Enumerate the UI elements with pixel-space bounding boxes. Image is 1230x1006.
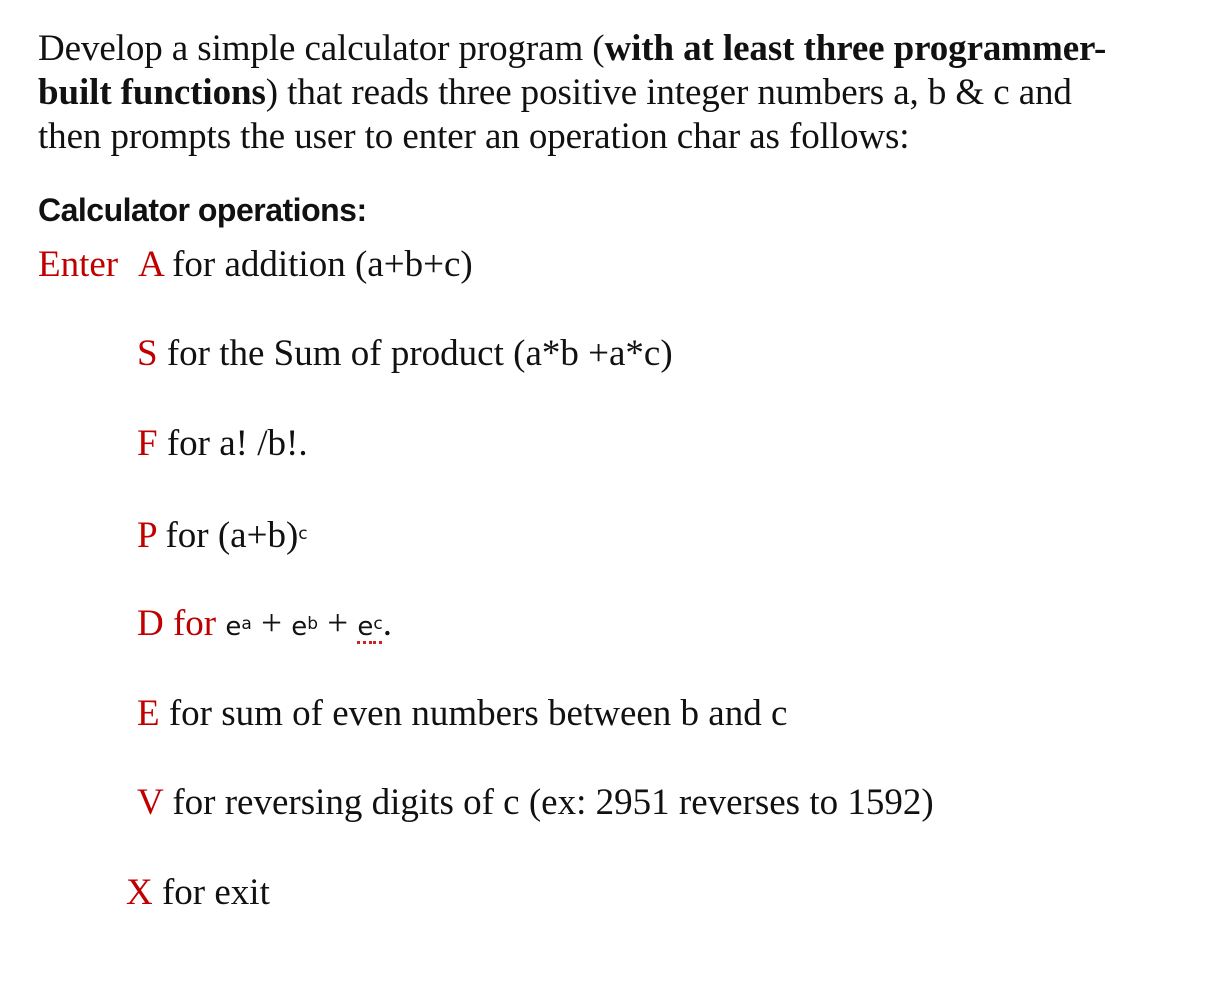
enter-label: Enter bbox=[38, 244, 119, 285]
op-d-e1: e bbox=[225, 612, 242, 642]
op-exponential bbox=[137, 602, 392, 649]
op-text-e: for sum of even numbers between b and c bbox=[159, 693, 788, 734]
op-sup-p: c bbox=[298, 524, 308, 544]
spellcheck-underline bbox=[357, 603, 382, 644]
intro-text-3: then prompts the user to enter an operation char as follows: bbox=[38, 116, 910, 157]
op-text-x: for exit bbox=[152, 872, 270, 913]
op-key-f: F bbox=[137, 423, 158, 464]
problem-statement bbox=[38, 27, 1208, 159]
op-text-f: for a! /b!. bbox=[157, 423, 308, 464]
op-d-s1: a bbox=[241, 614, 252, 634]
op-text-a: for addition (a+b+c) bbox=[162, 244, 473, 285]
op-text-v: for reversing digits of c (ex: 2951 reverses to 1592) bbox=[163, 782, 934, 823]
op-even-sum bbox=[137, 692, 787, 736]
op-d-e3: e bbox=[357, 612, 374, 642]
op-d-plus2: + bbox=[317, 603, 358, 644]
op-text-p: for (a+b) bbox=[156, 515, 299, 556]
op-power bbox=[137, 512, 308, 558]
op-key-p: P bbox=[137, 515, 157, 556]
op-exit bbox=[126, 871, 270, 915]
op-key-v: V bbox=[137, 782, 164, 823]
op-addition bbox=[38, 243, 473, 287]
intro-bold-2: built functions bbox=[38, 72, 266, 113]
op-key-s: S bbox=[137, 333, 158, 374]
intro-bold-1: with at least three programmer- bbox=[604, 28, 1107, 69]
op-reverse bbox=[137, 781, 934, 825]
op-d-s2: b bbox=[307, 614, 318, 634]
op-factorial bbox=[137, 422, 308, 466]
op-key-e: E bbox=[137, 693, 160, 734]
intro-text-1: Develop a simple calculator program ( bbox=[38, 28, 605, 69]
op-key-x: X bbox=[126, 872, 153, 913]
op-d-end: . bbox=[382, 603, 392, 644]
op-d-plus1: + bbox=[251, 603, 292, 644]
op-d-e2: e bbox=[291, 612, 308, 642]
op-key-d: D bbox=[137, 603, 164, 644]
operations-heading: Calculator operations: bbox=[38, 192, 367, 228]
op-for-d: for bbox=[163, 603, 226, 644]
op-text-s: for the Sum of product (a*b +a*c) bbox=[157, 333, 673, 374]
op-d-s3: c bbox=[373, 614, 383, 634]
op-key-a: A bbox=[138, 244, 163, 285]
op-sum-of-product bbox=[137, 332, 673, 376]
intro-text-2: ) that reads three positive integer numbers a, b & c and bbox=[265, 72, 1072, 113]
